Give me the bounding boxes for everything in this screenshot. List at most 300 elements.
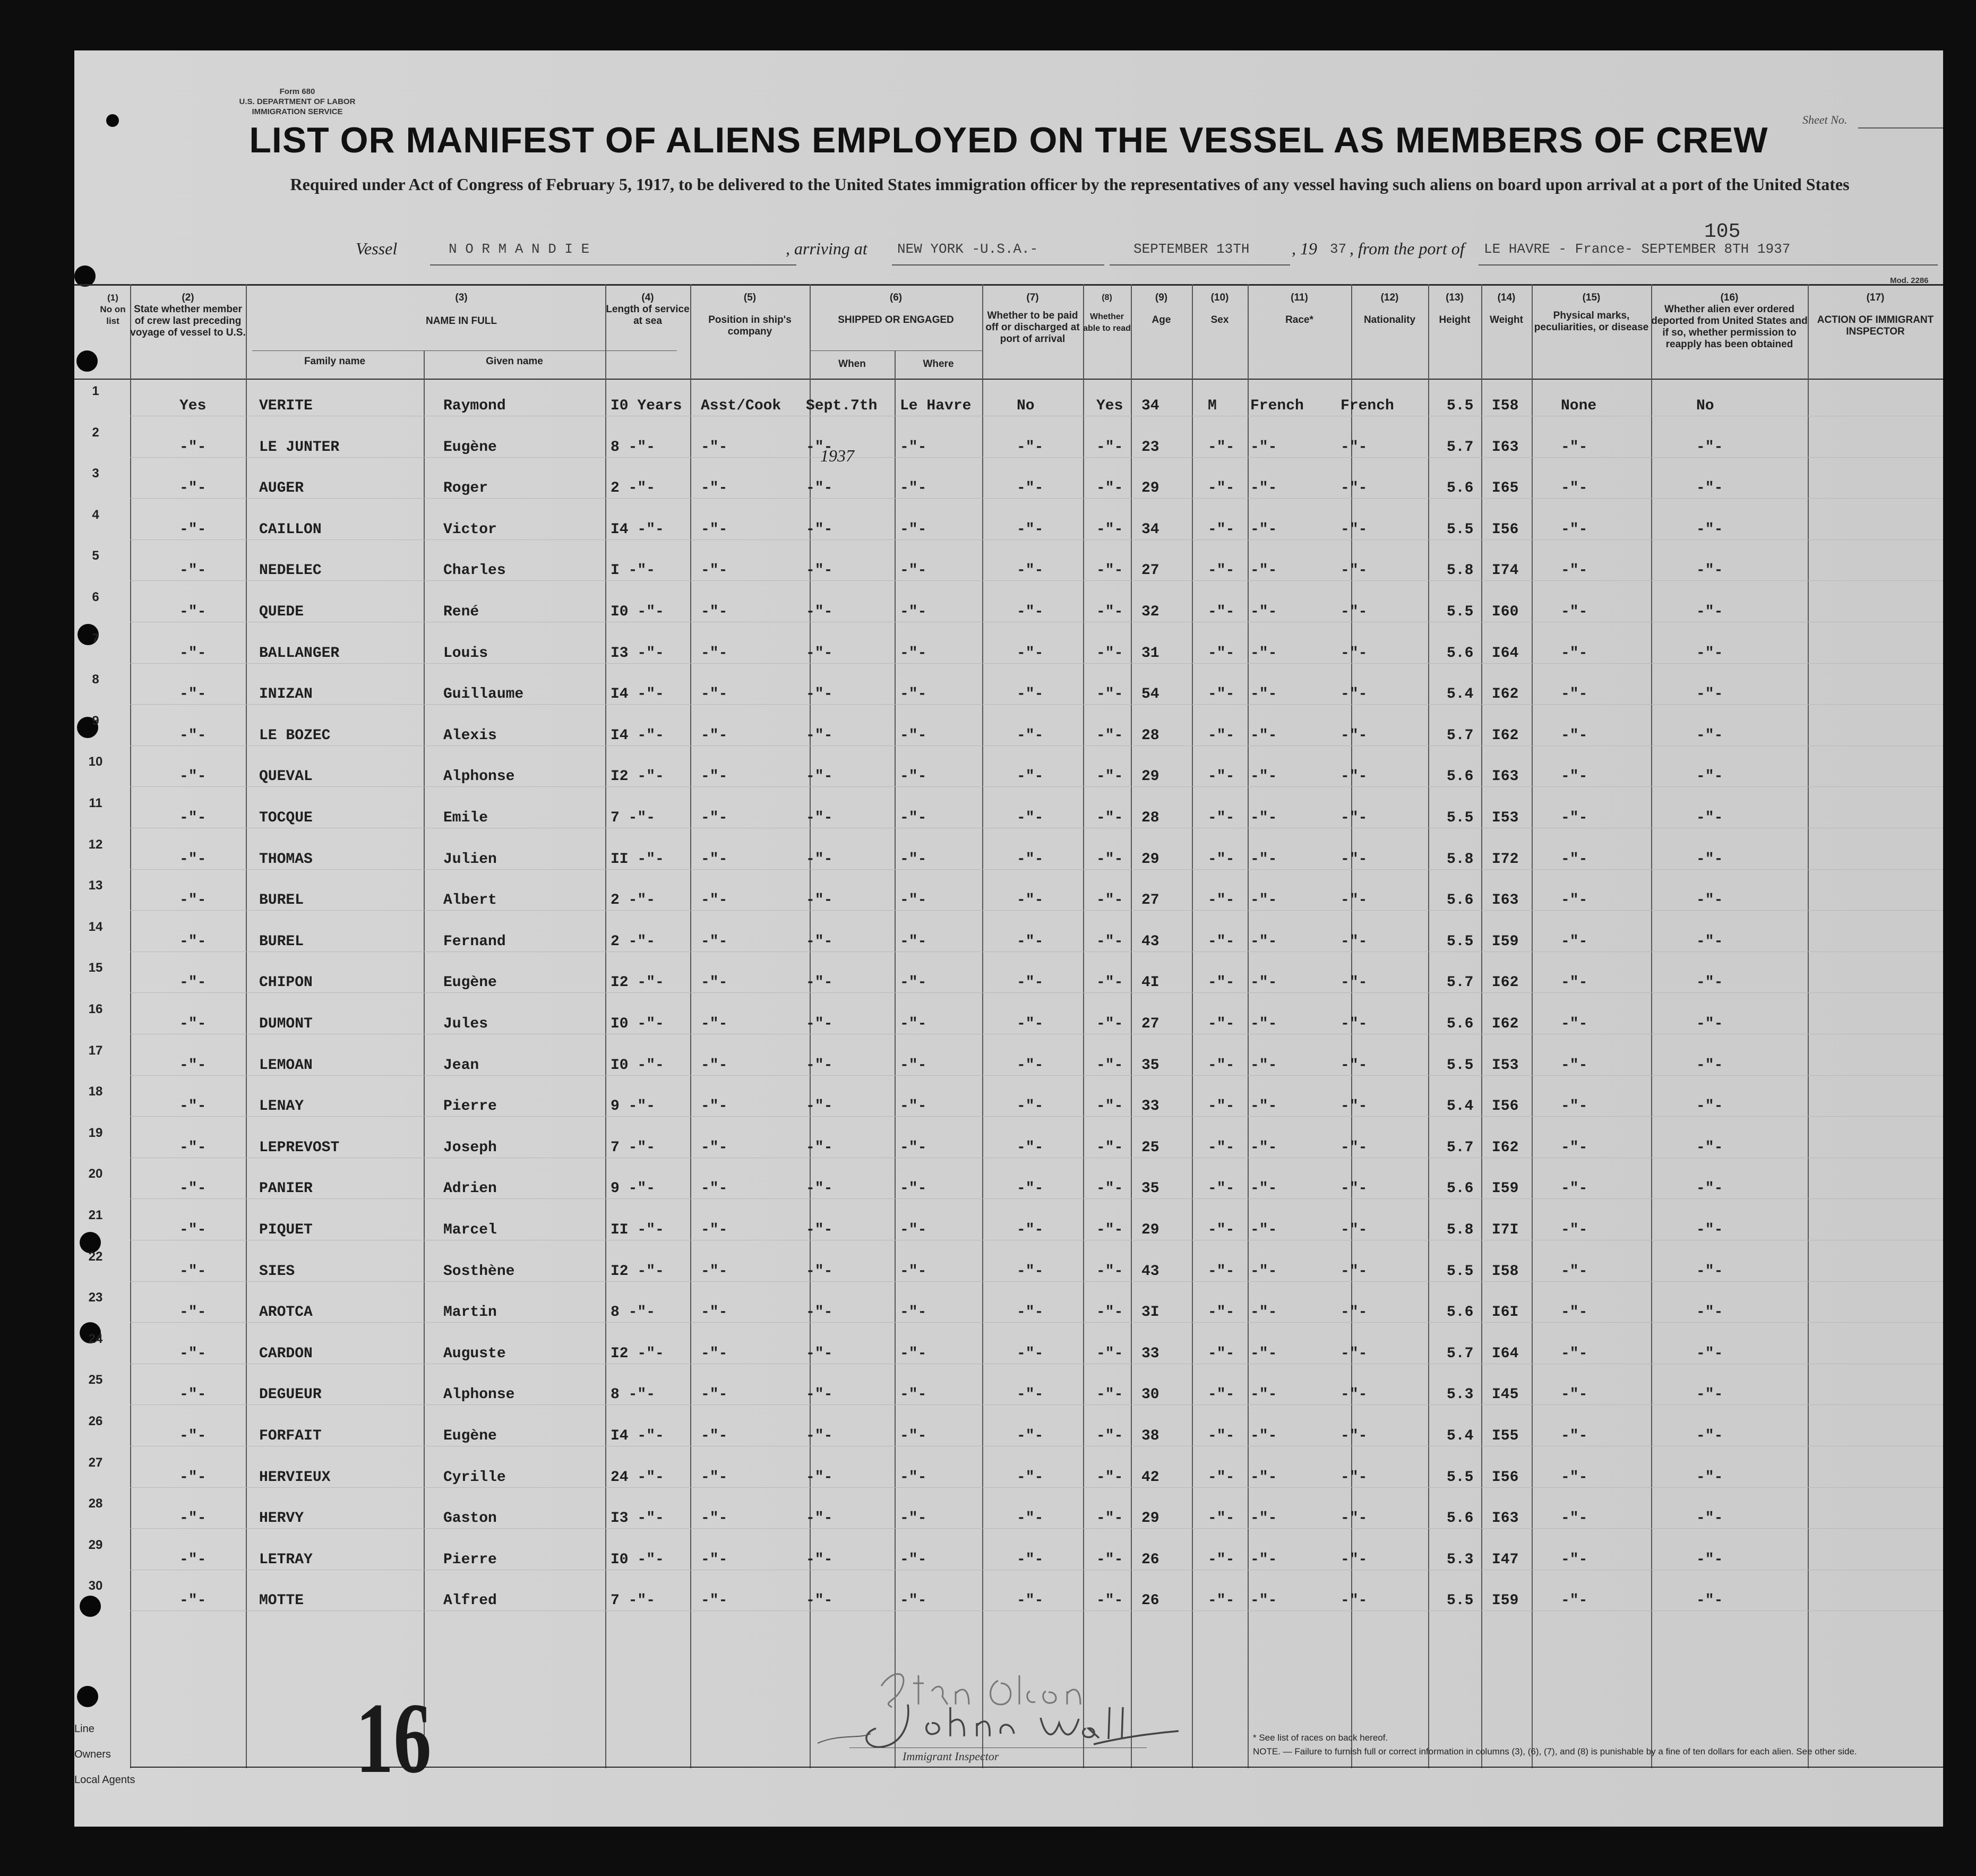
row-rule bbox=[130, 498, 1943, 499]
cell-weight: I62 bbox=[1492, 1139, 1519, 1156]
cell-length-of-service: II -"- bbox=[611, 851, 664, 868]
cell-length-of-service: II -"- bbox=[611, 1222, 664, 1238]
cell-length-of-service: 24 -"- bbox=[611, 1469, 664, 1486]
cell-nationality: -"- bbox=[1341, 768, 1368, 785]
cell-shipped-where: -"- bbox=[900, 1592, 927, 1609]
cell-height: 5.6 bbox=[1447, 1180, 1474, 1197]
cell-height: 5.5 bbox=[1447, 1469, 1474, 1486]
cell-height: 5.6 bbox=[1447, 480, 1474, 497]
header-bottom-rule bbox=[74, 379, 1943, 380]
cell-shipped-where: -"- bbox=[900, 1469, 927, 1486]
cell-weight: I58 bbox=[1492, 398, 1519, 414]
arrival-date: SEPTEMBER 13TH bbox=[1133, 241, 1250, 257]
cell-nationality: -"- bbox=[1341, 1469, 1368, 1486]
cell-length-of-service: 9 -"- bbox=[611, 1180, 656, 1197]
cell-weight: I56 bbox=[1492, 1469, 1519, 1486]
cell-able-to-read: -"- bbox=[1096, 1263, 1123, 1280]
cell-height: 5.5 bbox=[1447, 933, 1474, 950]
cell-given-name: Julien bbox=[443, 851, 497, 868]
cell-shipped-where: -"- bbox=[900, 562, 927, 579]
cell-race: -"- bbox=[1250, 604, 1277, 620]
cell-shipped-when: -"- bbox=[806, 1016, 833, 1032]
row-number: 12 bbox=[88, 837, 103, 852]
cell-paid-off: -"- bbox=[1017, 562, 1044, 579]
cell-nationality: French bbox=[1341, 398, 1394, 414]
cell-physical-marks: -"- bbox=[1561, 1345, 1588, 1362]
cell-weight: I56 bbox=[1492, 1098, 1519, 1115]
cell-prev-voyage: -"- bbox=[179, 521, 207, 538]
cell-deported: -"- bbox=[1696, 727, 1723, 744]
cell-age: 34 bbox=[1141, 521, 1159, 538]
cell-paid-off: -"- bbox=[1017, 1263, 1044, 1280]
cell-given-name: Victor bbox=[443, 521, 497, 538]
cell-position: -"- bbox=[701, 1428, 728, 1444]
cell-weight: I62 bbox=[1492, 974, 1519, 991]
cell-height: 5.5 bbox=[1447, 398, 1474, 414]
cell-height: 5.7 bbox=[1447, 439, 1474, 456]
cell-position: -"- bbox=[701, 768, 728, 785]
cell-height: 5.7 bbox=[1447, 974, 1474, 991]
cell-prev-voyage: -"- bbox=[179, 1180, 207, 1197]
cell-prev-voyage: -"- bbox=[179, 974, 207, 991]
col-6-where-header: Where bbox=[923, 358, 954, 370]
col-13-header: (13) Height bbox=[1439, 292, 1471, 325]
cell-physical-marks: -"- bbox=[1561, 1016, 1588, 1032]
row-rule bbox=[130, 704, 1943, 705]
cell-given-name: Eugène bbox=[443, 974, 497, 991]
cell-paid-off: -"- bbox=[1017, 1057, 1044, 1074]
cell-shipped-where: -"- bbox=[900, 851, 927, 868]
row-number: 15 bbox=[88, 961, 103, 975]
cell-nationality: -"- bbox=[1341, 974, 1368, 991]
cell-weight: I53 bbox=[1492, 1057, 1519, 1074]
cell-paid-off: -"- bbox=[1017, 727, 1044, 744]
cell-nationality: -"- bbox=[1341, 727, 1368, 744]
cell-shipped-where: -"- bbox=[900, 974, 927, 991]
cell-nationality: -"- bbox=[1341, 1016, 1368, 1032]
shipped-subrule bbox=[810, 350, 982, 351]
cell-physical-marks: -"- bbox=[1561, 480, 1588, 497]
cell-shipped-where: -"- bbox=[900, 1222, 927, 1238]
col-8-header: (8) Whether able to read bbox=[1083, 293, 1131, 333]
cell-able-to-read: -"- bbox=[1096, 1222, 1123, 1238]
col-4-header: (4) Length of service at sea bbox=[606, 292, 690, 327]
cell-given-name: Cyrille bbox=[443, 1469, 506, 1486]
cell-height: 5.4 bbox=[1447, 1428, 1474, 1444]
cell-paid-off: -"- bbox=[1017, 1428, 1044, 1444]
cell-shipped-when: -"- bbox=[806, 1263, 833, 1280]
cell-prev-voyage: -"- bbox=[179, 1016, 207, 1032]
cell-race: -"- bbox=[1250, 1222, 1277, 1238]
cell-physical-marks: -"- bbox=[1561, 1469, 1588, 1486]
row-number: 14 bbox=[88, 919, 103, 934]
cell-weight: I47 bbox=[1492, 1551, 1519, 1568]
cell-height: 5.8 bbox=[1447, 562, 1474, 579]
punch-hole bbox=[76, 350, 98, 372]
cell-able-to-read: -"- bbox=[1096, 727, 1123, 744]
cell-sex: -"- bbox=[1208, 1180, 1235, 1197]
cell-shipped-where: -"- bbox=[900, 1304, 927, 1321]
cell-weight: I55 bbox=[1492, 1428, 1519, 1444]
cell-height: 5.8 bbox=[1447, 1222, 1474, 1238]
cell-sex: -"- bbox=[1208, 851, 1235, 868]
cell-paid-off: -"- bbox=[1017, 1180, 1044, 1197]
penalty-note: NOTE. — Failure to furnish full or correct information in columns (3), (6), (7), and (8) is punishable by a fine of ten dollars for each alien. See other side. bbox=[1253, 1746, 1857, 1757]
cell-sex: -"- bbox=[1208, 1098, 1235, 1115]
cell-physical-marks: -"- bbox=[1561, 1180, 1588, 1197]
cell-able-to-read: -"- bbox=[1096, 933, 1123, 950]
cell-prev-voyage: -"- bbox=[179, 1386, 207, 1403]
row-rule bbox=[130, 457, 1943, 458]
cell-deported: -"- bbox=[1696, 1428, 1723, 1444]
cell-given-name: Alphonse bbox=[443, 768, 515, 785]
cell-shipped-when: -"- bbox=[806, 810, 833, 826]
cell-physical-marks: None bbox=[1561, 398, 1597, 414]
row-rule bbox=[130, 1487, 1943, 1488]
cell-family-name: HERVY bbox=[259, 1510, 304, 1527]
cell-nationality: -"- bbox=[1341, 1263, 1368, 1280]
cell-prev-voyage: Yes bbox=[179, 398, 207, 414]
cell-able-to-read: -"- bbox=[1096, 1592, 1123, 1609]
cell-shipped-when: -"- bbox=[806, 1592, 833, 1609]
year-prefix: , 19 bbox=[1292, 239, 1317, 258]
row-number: 27 bbox=[88, 1455, 103, 1470]
cell-shipped-when: -"- bbox=[806, 768, 833, 785]
cell-weight: I6I bbox=[1492, 1304, 1519, 1321]
cell-shipped-where: -"- bbox=[900, 1510, 927, 1527]
cell-race: -"- bbox=[1250, 1139, 1277, 1156]
cell-prev-voyage: -"- bbox=[179, 1098, 207, 1115]
cell-able-to-read: -"- bbox=[1096, 1180, 1123, 1197]
cell-weight: I64 bbox=[1492, 645, 1519, 662]
form-identifier bbox=[210, 87, 385, 117]
row-number: 13 bbox=[88, 878, 103, 893]
departure-port: LE HAVRE - France- SEPTEMBER 8TH 1937 bbox=[1484, 241, 1791, 257]
row-rule bbox=[130, 786, 1943, 787]
cell-shipped-when: -"- bbox=[806, 480, 833, 497]
cell-nationality: -"- bbox=[1341, 1510, 1368, 1527]
cell-age: 54 bbox=[1141, 686, 1159, 703]
arriving-label: , arriving at bbox=[786, 239, 867, 258]
cell-prev-voyage: -"- bbox=[179, 686, 207, 703]
sheet-number: 105 bbox=[1704, 220, 1741, 243]
cell-position: -"- bbox=[701, 645, 728, 662]
cell-age: 27 bbox=[1141, 892, 1159, 909]
cell-sex: -"- bbox=[1208, 892, 1235, 909]
col-1-header: (1) No on list bbox=[100, 293, 126, 326]
cell-length-of-service: I4 -"- bbox=[611, 1428, 664, 1444]
cell-given-name: Roger bbox=[443, 480, 488, 497]
cell-deported: -"- bbox=[1696, 604, 1723, 620]
cell-paid-off: -"- bbox=[1017, 1592, 1044, 1609]
cell-able-to-read: -"- bbox=[1096, 1345, 1123, 1362]
cell-shipped-where: -"- bbox=[900, 480, 927, 497]
cell-race: -"- bbox=[1250, 521, 1277, 538]
cell-family-name: AUGER bbox=[259, 480, 304, 497]
row-rule bbox=[130, 1116, 1943, 1117]
cell-given-name: Pierre bbox=[443, 1098, 497, 1115]
page-title: LIST OR MANIFEST OF ALIENS EMPLOYED ON THE VESSEL AS MEMBERS OF CREW bbox=[249, 120, 1768, 160]
cell-family-name: INIZAN bbox=[259, 686, 313, 703]
cell-sex: -"- bbox=[1208, 1139, 1235, 1156]
cell-able-to-read: -"- bbox=[1096, 1098, 1123, 1115]
cell-race: -"- bbox=[1250, 439, 1277, 456]
row-number: 26 bbox=[88, 1414, 103, 1428]
cell-sex: -"- bbox=[1208, 1304, 1235, 1321]
owners-label: Owners bbox=[74, 1749, 111, 1760]
cell-given-name: Pierre bbox=[443, 1551, 497, 1568]
cell-deported: -"- bbox=[1696, 521, 1723, 538]
cell-shipped-when: -"- bbox=[806, 974, 833, 991]
row-rule bbox=[130, 1404, 1943, 1405]
cell-height: 5.5 bbox=[1447, 1057, 1474, 1074]
cell-able-to-read: -"- bbox=[1096, 974, 1123, 991]
cell-family-name: LEMOAN bbox=[259, 1057, 313, 1074]
cell-position: -"- bbox=[701, 1551, 728, 1568]
cell-deported: -"- bbox=[1696, 1263, 1723, 1280]
cell-age: 43 bbox=[1141, 1263, 1159, 1280]
cell-length-of-service: I2 -"- bbox=[611, 1345, 664, 1362]
cell-family-name: LETRAY bbox=[259, 1551, 313, 1568]
cell-physical-marks: -"- bbox=[1561, 1551, 1588, 1568]
cell-weight: I63 bbox=[1492, 1510, 1519, 1527]
cell-deported: -"- bbox=[1696, 810, 1723, 826]
cell-position: -"- bbox=[701, 1469, 728, 1486]
cell-nationality: -"- bbox=[1341, 892, 1368, 909]
cell-nationality: -"- bbox=[1341, 1428, 1368, 1444]
cell-paid-off: -"- bbox=[1017, 810, 1044, 826]
cell-race: -"- bbox=[1250, 645, 1277, 662]
row-number: 4 bbox=[92, 507, 99, 522]
row-rule bbox=[130, 1322, 1943, 1323]
cell-family-name: PIQUET bbox=[259, 1222, 313, 1238]
cell-race: -"- bbox=[1250, 892, 1277, 909]
cell-length-of-service: I2 -"- bbox=[611, 768, 664, 785]
cell-nationality: -"- bbox=[1341, 562, 1368, 579]
cell-family-name: VERITE bbox=[259, 398, 313, 414]
cell-sex: -"- bbox=[1208, 810, 1235, 826]
cell-family-name: LEPREVOST bbox=[259, 1139, 340, 1156]
row-number: 10 bbox=[88, 755, 103, 769]
cell-shipped-where: -"- bbox=[900, 521, 927, 538]
cell-length-of-service: I0 -"- bbox=[611, 1057, 664, 1074]
voyage-line bbox=[356, 239, 1938, 265]
cell-age: 34 bbox=[1141, 398, 1159, 414]
cell-shipped-where: -"- bbox=[900, 810, 927, 826]
cell-deported: -"- bbox=[1696, 1098, 1723, 1115]
cell-given-name: Joseph bbox=[443, 1139, 497, 1156]
col-15-header: (15) Physical marks, peculiarities, or disease bbox=[1534, 292, 1649, 333]
cell-weight: I72 bbox=[1492, 851, 1519, 868]
cell-family-name: NEDELEC bbox=[259, 562, 322, 579]
row-number: 22 bbox=[88, 1249, 103, 1264]
cell-able-to-read: -"- bbox=[1096, 1304, 1123, 1321]
header-top-rule bbox=[74, 284, 1943, 286]
cell-physical-marks: -"- bbox=[1561, 1057, 1588, 1074]
cell-race: -"- bbox=[1250, 1016, 1277, 1032]
cell-given-name: Alfred bbox=[443, 1592, 497, 1609]
cell-position: -"- bbox=[701, 1098, 728, 1115]
row-number: 25 bbox=[88, 1373, 103, 1387]
cell-family-name: BALLANGER bbox=[259, 645, 340, 662]
cell-sex: -"- bbox=[1208, 521, 1235, 538]
cell-shipped-where: -"- bbox=[900, 645, 927, 662]
cell-age: 30 bbox=[1141, 1386, 1159, 1403]
cell-length-of-service: I0 Years bbox=[611, 398, 682, 414]
cell-prev-voyage: -"- bbox=[179, 810, 207, 826]
row-number: 5 bbox=[92, 549, 99, 563]
cell-prev-voyage: -"- bbox=[179, 768, 207, 785]
row-number: 16 bbox=[88, 1002, 103, 1016]
cell-race: -"- bbox=[1250, 933, 1277, 950]
cell-prev-voyage: -"- bbox=[179, 562, 207, 579]
cell-shipped-where: -"- bbox=[900, 1428, 927, 1444]
cell-given-name: Guillaume bbox=[443, 686, 524, 703]
cell-family-name: DUMONT bbox=[259, 1016, 313, 1032]
cell-race: -"- bbox=[1250, 768, 1277, 785]
row-number: 3 bbox=[92, 466, 99, 481]
cell-deported: -"- bbox=[1696, 892, 1723, 909]
cell-shipped-when: -"- bbox=[806, 1098, 833, 1115]
cell-length-of-service: I3 -"- bbox=[611, 645, 664, 662]
cell-sex: -"- bbox=[1208, 933, 1235, 950]
row-rule bbox=[130, 1198, 1943, 1199]
cell-family-name: CHIPON bbox=[259, 974, 313, 991]
cell-able-to-read: -"- bbox=[1096, 604, 1123, 620]
cell-position: -"- bbox=[701, 1263, 728, 1280]
cell-nationality: -"- bbox=[1341, 439, 1368, 456]
cell-race: -"- bbox=[1250, 1098, 1277, 1115]
cell-nationality: -"- bbox=[1341, 1304, 1368, 1321]
cell-weight: I59 bbox=[1492, 1180, 1519, 1197]
cell-age: 29 bbox=[1141, 1222, 1159, 1238]
arrival-year: 37 bbox=[1330, 241, 1347, 257]
cell-age: 38 bbox=[1141, 1428, 1159, 1444]
cell-family-name: LE JUNTER bbox=[259, 439, 340, 456]
races-note: * See list of races on back hereof. bbox=[1253, 1733, 1388, 1743]
cell-length-of-service: I2 -"- bbox=[611, 1263, 664, 1280]
cell-weight: I62 bbox=[1492, 727, 1519, 744]
cell-race: -"- bbox=[1250, 686, 1277, 703]
cell-weight: I63 bbox=[1492, 892, 1519, 909]
cell-length-of-service: 8 -"- bbox=[611, 1386, 656, 1403]
cell-sex: -"- bbox=[1208, 686, 1235, 703]
cell-deported: -"- bbox=[1696, 562, 1723, 579]
row-rule bbox=[130, 910, 1943, 911]
cell-given-name: Marcel bbox=[443, 1222, 497, 1238]
cell-deported: -"- bbox=[1696, 1016, 1723, 1032]
cell-family-name: DEGUEUR bbox=[259, 1386, 322, 1403]
cell-shipped-where: -"- bbox=[900, 439, 927, 456]
cell-prev-voyage: -"- bbox=[179, 1551, 207, 1568]
row-number: 23 bbox=[88, 1290, 103, 1305]
mod-number: Mod. 2286 bbox=[1890, 276, 1929, 285]
cell-given-name: Martin bbox=[443, 1304, 497, 1321]
cell-age: 29 bbox=[1141, 851, 1159, 868]
cell-deported: -"- bbox=[1696, 1592, 1723, 1609]
cell-age: 27 bbox=[1141, 1016, 1159, 1032]
cell-race: -"- bbox=[1250, 1592, 1277, 1609]
cell-weight: I45 bbox=[1492, 1386, 1519, 1403]
cell-physical-marks: -"- bbox=[1561, 1386, 1588, 1403]
cell-nationality: -"- bbox=[1341, 810, 1368, 826]
cell-physical-marks: -"- bbox=[1561, 645, 1588, 662]
cell-family-name: FORFAIT bbox=[259, 1428, 322, 1444]
cell-family-name: HERVIEUX bbox=[259, 1469, 331, 1486]
col-16-header: (16) Whether alien ever ordered deported from United States and if so, whether permission to reapply has been obtained bbox=[1651, 292, 1808, 350]
cell-nationality: -"- bbox=[1341, 645, 1368, 662]
cell-position: -"- bbox=[701, 727, 728, 744]
cell-paid-off: -"- bbox=[1017, 892, 1044, 909]
row-number: 6 bbox=[92, 590, 99, 604]
service: IMMIGRATION SERVICE bbox=[252, 107, 343, 116]
cell-length-of-service: I4 -"- bbox=[611, 686, 664, 703]
cell-given-name: Louis bbox=[443, 645, 488, 662]
cell-shipped-where: Le Havre bbox=[900, 398, 972, 414]
cell-weight: I74 bbox=[1492, 562, 1519, 579]
cell-physical-marks: -"- bbox=[1561, 604, 1588, 620]
cell-age: 26 bbox=[1141, 1551, 1159, 1568]
cell-able-to-read: -"- bbox=[1096, 1510, 1123, 1527]
cell-race: -"- bbox=[1250, 1386, 1277, 1403]
cell-shipped-when: -"- bbox=[806, 1222, 833, 1238]
cell-shipped-where: -"- bbox=[900, 604, 927, 620]
cell-position: -"- bbox=[701, 521, 728, 538]
cell-prev-voyage: -"- bbox=[179, 933, 207, 950]
cell-position: -"- bbox=[701, 1345, 728, 1362]
cell-given-name: Albert bbox=[443, 892, 497, 909]
cell-shipped-where: -"- bbox=[900, 1057, 927, 1074]
cell-position: -"- bbox=[701, 1304, 728, 1321]
cell-able-to-read: -"- bbox=[1096, 1551, 1123, 1568]
cell-sex: -"- bbox=[1208, 1222, 1235, 1238]
name-subrule bbox=[252, 350, 677, 351]
cell-physical-marks: -"- bbox=[1561, 810, 1588, 826]
cell-paid-off: -"- bbox=[1017, 604, 1044, 620]
cell-paid-off: -"- bbox=[1017, 1222, 1044, 1238]
cell-nationality: -"- bbox=[1341, 1222, 1368, 1238]
cell-deported: -"- bbox=[1696, 1139, 1723, 1156]
cell-length-of-service: 7 -"- bbox=[611, 1139, 656, 1156]
cell-family-name: CAILLON bbox=[259, 521, 322, 538]
cell-age: 35 bbox=[1141, 1180, 1159, 1197]
cell-sex: -"- bbox=[1208, 1592, 1235, 1609]
cell-family-name: MOTTE bbox=[259, 1592, 304, 1609]
cell-nationality: -"- bbox=[1341, 1592, 1368, 1609]
cell-family-name: LE BOZEC bbox=[259, 727, 331, 744]
cell-height: 5.5 bbox=[1447, 810, 1474, 826]
row-rule bbox=[130, 539, 1943, 540]
cell-physical-marks: -"- bbox=[1561, 1263, 1588, 1280]
punch-hole bbox=[80, 1596, 101, 1617]
cell-family-name: CARDON bbox=[259, 1345, 313, 1362]
cell-position: -"- bbox=[701, 1180, 728, 1197]
cell-length-of-service: I2 -"- bbox=[611, 974, 664, 991]
cell-shipped-where: -"- bbox=[900, 727, 927, 744]
cell-shipped-when: -"- bbox=[806, 645, 833, 662]
row-number: 28 bbox=[88, 1496, 103, 1511]
cell-length-of-service: I0 -"- bbox=[611, 1551, 664, 1568]
cell-shipped-when: -"- bbox=[806, 1510, 833, 1527]
cell-deported: -"- bbox=[1696, 768, 1723, 785]
cell-age: 25 bbox=[1141, 1139, 1159, 1156]
cell-position: -"- bbox=[701, 1386, 728, 1403]
cell-shipped-when: -"- bbox=[806, 686, 833, 703]
cell-height: 5.4 bbox=[1447, 686, 1474, 703]
cell-paid-off: -"- bbox=[1017, 1469, 1044, 1486]
local-agents-label: Local Agents bbox=[74, 1774, 135, 1786]
cell-shipped-where: -"- bbox=[900, 1180, 927, 1197]
